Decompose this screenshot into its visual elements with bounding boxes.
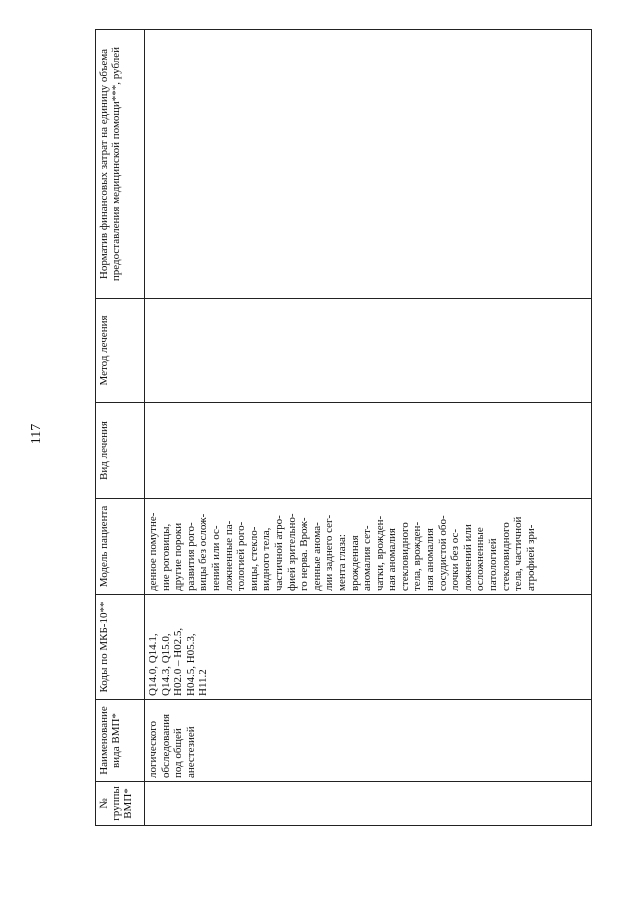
model-line: денные анома- [310, 522, 323, 591]
model-line: атрофией зри- [524, 524, 537, 591]
header-group-num: № группы ВМП* [96, 782, 145, 826]
model-line: сосудистой обо- [436, 515, 449, 591]
mkb-code-line: H11.2 [197, 669, 210, 696]
model-line: тела, частичной [512, 516, 525, 591]
page-number: 117 [29, 423, 44, 445]
cell-treatment-type [145, 403, 592, 499]
model-line: осложненные [474, 527, 487, 591]
model-line: го нерва. Врож- [298, 517, 311, 591]
model-line: аномалия сет- [361, 525, 374, 591]
cell-financial-norm [145, 30, 592, 299]
model-line: мента глаза: [335, 534, 348, 591]
cell-vmp-name: логического обследования под общей анестезией [145, 700, 592, 782]
model-line: чатки, врожден- [373, 515, 386, 591]
mkb-code-line: Q14.0, Q14.1, [147, 633, 159, 696]
header-vmp-name: Наименование вида ВМП* [96, 700, 145, 782]
model-line: ложнений или [461, 524, 474, 591]
table-header-row [96, 30, 145, 826]
model-line: развития рого- [184, 522, 197, 591]
model-line: фией зрительно- [285, 513, 298, 591]
model-line: лочки без ос- [449, 528, 462, 591]
model-line: стекловидного [499, 522, 512, 591]
model-line: ложненные па- [222, 520, 235, 591]
cell-group-num [145, 782, 592, 826]
model-line: ная аномалия [386, 528, 399, 591]
model-line: вицы, стекло- [247, 526, 260, 591]
model-line: нений или ос- [209, 525, 222, 591]
table-row [145, 30, 592, 826]
model-line: другие пороки [172, 522, 185, 591]
model-line: видного тела, [260, 527, 273, 591]
cell-patient-model [145, 499, 592, 595]
rotated-table-wrapper [95, 30, 592, 826]
model-line: ная аномалия [424, 528, 437, 591]
model-line: лии заднего сег- [323, 514, 336, 591]
mkb-code-line: H02.0 – H02.5, [172, 627, 185, 696]
table-area [52, 0, 640, 905]
cell-mkb-codes [145, 595, 592, 700]
model-line: денное помутне- [147, 512, 159, 591]
mkb-code-line: Q14.3, Q15.0, [159, 633, 172, 696]
header-financial-norm: Норматив финансовых затрат на единицу объема предоставления медицинской помощи***, рублей [96, 30, 145, 299]
vmp-table [95, 29, 592, 826]
header-mkb-codes: Коды по МКБ-10** [96, 595, 145, 700]
model-line: частичной атро- [272, 515, 285, 591]
cell-treatment-method [145, 299, 592, 403]
model-line: тологией рого- [235, 521, 248, 591]
model-line: ние роговицы, [159, 523, 172, 591]
model-line: тела, врожден- [411, 521, 424, 591]
model-line: патологией [487, 538, 500, 591]
model-line: врожденная [348, 535, 361, 591]
model-line: вицы без ослож- [197, 513, 210, 591]
header-treatment-type: Вид лечения [96, 403, 145, 499]
mkb-code-line: H04.5, H05.3, [184, 633, 197, 696]
model-line: стекловидного [398, 522, 411, 591]
header-treatment-method: Метод лечения [96, 299, 145, 403]
header-patient-model: Модель пациента [96, 499, 145, 595]
